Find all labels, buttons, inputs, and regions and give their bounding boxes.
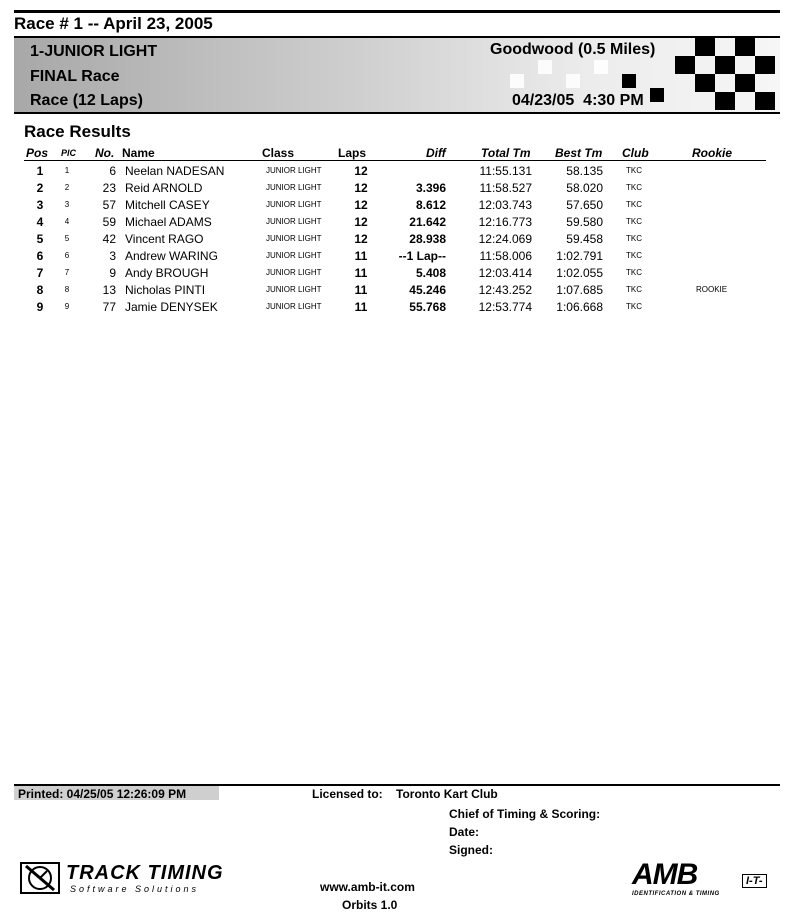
row-name: Nicholas PINTI	[125, 283, 206, 297]
col-name: Name	[122, 146, 155, 160]
row-pic: 5	[64, 234, 70, 243]
row-name: Michael ADAMS	[125, 215, 212, 229]
col-best: Best Tm	[555, 146, 603, 160]
row-diff: --1 Lap--	[398, 249, 446, 263]
table-row	[0, 197, 795, 214]
row-class: JUNIOR LIGHT	[266, 268, 322, 277]
row-class: JUNIOR LIGHT	[266, 302, 322, 311]
row-no: 13	[102, 283, 116, 297]
table-row	[0, 180, 795, 197]
row-class: JUNIOR LIGHT	[266, 200, 322, 209]
row-club: TKC	[626, 183, 642, 192]
row-pic: 6	[64, 251, 70, 260]
col-rookie: Rookie	[692, 146, 733, 160]
track-timing-logo-title: TRACK TIMING	[66, 862, 224, 884]
col-pic: PIC	[61, 148, 77, 158]
col-pos: Pos	[26, 146, 49, 160]
track-name: Goodwood (0.5 Miles)	[490, 41, 656, 58]
row-class: JUNIOR LIGHT	[266, 183, 322, 192]
row-club: TKC	[626, 302, 642, 311]
row-name: Andy BROUGH	[125, 266, 209, 280]
row-diff: 8.612	[415, 198, 446, 212]
race-title: Race # 1 -- April 23, 2005	[14, 14, 213, 33]
row-laps: 12	[354, 164, 368, 178]
row-name: Neelan NADESAN	[125, 164, 225, 178]
row-total: 12:16.773	[478, 215, 532, 229]
row-pic: 3	[64, 200, 70, 209]
race-type: FINAL Race	[30, 68, 120, 85]
row-best: 59.580	[566, 215, 603, 229]
row-total: 12:24.069	[478, 232, 532, 246]
licensed-to: Toronto Kart Club	[396, 787, 498, 801]
row-name: Jamie DENYSEK	[125, 300, 218, 314]
row-club: TKC	[626, 268, 642, 277]
class-line: 1-JUNIOR LIGHT	[30, 43, 158, 60]
header-bottom-rule	[14, 112, 780, 114]
row-pos: 8	[36, 283, 44, 297]
row-diff: 5.408	[415, 266, 446, 280]
row-laps: 11	[354, 283, 368, 297]
row-club: TKC	[626, 251, 642, 260]
row-name: Andrew WARING	[125, 249, 218, 263]
top-rule	[14, 10, 780, 13]
row-pos: 4	[36, 215, 44, 229]
track-timing-logo-subtitle: Software Solutions	[70, 884, 200, 894]
row-class: JUNIOR LIGHT	[266, 234, 322, 243]
col-club: Club	[622, 146, 649, 160]
amb-logo-suffix: I-T-	[742, 874, 767, 888]
table-row	[0, 265, 795, 282]
col-no: No.	[95, 146, 115, 160]
row-club: TKC	[626, 217, 642, 226]
table-row	[0, 248, 795, 265]
row-pic: 2	[64, 183, 70, 192]
row-no: 23	[102, 181, 116, 195]
licensed-label: Licensed to:	[312, 787, 383, 801]
row-laps: 12	[354, 181, 368, 195]
row-pos: 2	[36, 181, 44, 195]
row-diff: 21.642	[409, 215, 446, 229]
row-total: 12:53.774	[478, 300, 532, 314]
row-total: 11:58.527	[479, 181, 532, 195]
row-no: 57	[102, 198, 116, 212]
row-club: TKC	[626, 166, 642, 175]
row-laps: 12	[354, 198, 368, 212]
row-pos: 6	[36, 249, 44, 263]
table-row	[0, 214, 795, 231]
row-class: JUNIOR LIGHT	[266, 217, 322, 226]
table-row	[0, 163, 795, 180]
row-club: TKC	[626, 200, 642, 209]
col-total: Total Tm	[481, 146, 531, 160]
row-pos: 3	[36, 198, 44, 212]
row-total: 12:03.743	[478, 198, 532, 212]
row-pic: 1	[64, 166, 70, 175]
row-best: 59.458	[566, 232, 603, 246]
printed-timestamp: Printed: 04/25/05 12:26:09 PM	[18, 787, 187, 801]
col-laps: Laps	[338, 146, 367, 160]
row-pos: 7	[36, 266, 44, 280]
row-total: 12:43.252	[478, 283, 532, 297]
row-no: 3	[109, 249, 116, 263]
amb-logo: AMB	[632, 858, 698, 891]
row-best: 58.020	[566, 181, 603, 195]
section-title: Race Results	[24, 122, 131, 141]
row-diff: 3.396	[415, 181, 446, 195]
row-total: 11:58.006	[479, 249, 532, 263]
table-row	[0, 231, 795, 248]
race-datetime: 04/23/05 4:30 PM	[512, 92, 644, 109]
row-best: 57.650	[566, 198, 603, 212]
row-pic: 7	[64, 268, 70, 277]
row-name: Mitchell CASEY	[125, 198, 210, 212]
row-class: JUNIOR LIGHT	[266, 166, 322, 175]
row-diff: 55.768	[409, 300, 446, 314]
chief-of-timing-label: Chief of Timing & Scoring:	[449, 807, 601, 821]
website: www.amb-it.com	[320, 880, 415, 894]
row-pic: 4	[64, 217, 70, 226]
signed-label: Signed:	[449, 843, 493, 857]
row-laps: 11	[354, 266, 368, 280]
row-laps: 12	[354, 232, 368, 246]
row-no: 42	[102, 232, 116, 246]
row-laps: 12	[354, 215, 368, 229]
row-total: 12:03.414	[478, 266, 532, 280]
track-timing-logo-icon	[20, 862, 60, 894]
row-no: 59	[102, 215, 116, 229]
row-no: 77	[102, 300, 116, 314]
row-pos: 1	[36, 164, 44, 178]
row-pic: 8	[64, 285, 70, 294]
row-class: JUNIOR LIGHT	[266, 251, 322, 260]
date-label: Date:	[449, 825, 480, 839]
row-class: JUNIOR LIGHT	[266, 285, 322, 294]
row-name: Vincent RAGO	[125, 232, 204, 246]
col-diff: Diff	[426, 146, 446, 160]
row-total: 11:55.131	[479, 164, 532, 178]
row-best: 1:07.685	[556, 283, 603, 297]
row-laps: 11	[354, 249, 368, 263]
row-club: TKC	[626, 234, 642, 243]
row-diff: 28.938	[409, 232, 446, 246]
row-pic: 9	[64, 302, 70, 311]
col-class: Class	[262, 146, 295, 160]
row-rookie: ROOKIE	[696, 285, 728, 294]
table-row	[0, 299, 795, 316]
row-best: 1:02.791	[556, 249, 603, 263]
software-version: Orbits 1.0	[342, 898, 398, 912]
row-no: 9	[109, 266, 116, 280]
row-diff: 45.246	[409, 283, 446, 297]
row-best: 1:06.668	[556, 300, 603, 314]
row-no: 6	[109, 164, 116, 178]
row-name: Reid ARNOLD	[125, 181, 203, 195]
row-laps: 11	[354, 300, 368, 314]
row-best: 1:02.055	[556, 266, 603, 280]
row-pos: 9	[36, 300, 44, 314]
table-row	[0, 282, 795, 299]
row-pos: 5	[36, 232, 44, 246]
row-club: TKC	[626, 285, 642, 294]
laps-line: Race (12 Laps)	[30, 92, 143, 109]
amb-tagline: IDENTIFICATION & TIMING	[632, 891, 720, 897]
row-best: 58.135	[566, 164, 603, 178]
column-header-rule	[24, 160, 766, 161]
